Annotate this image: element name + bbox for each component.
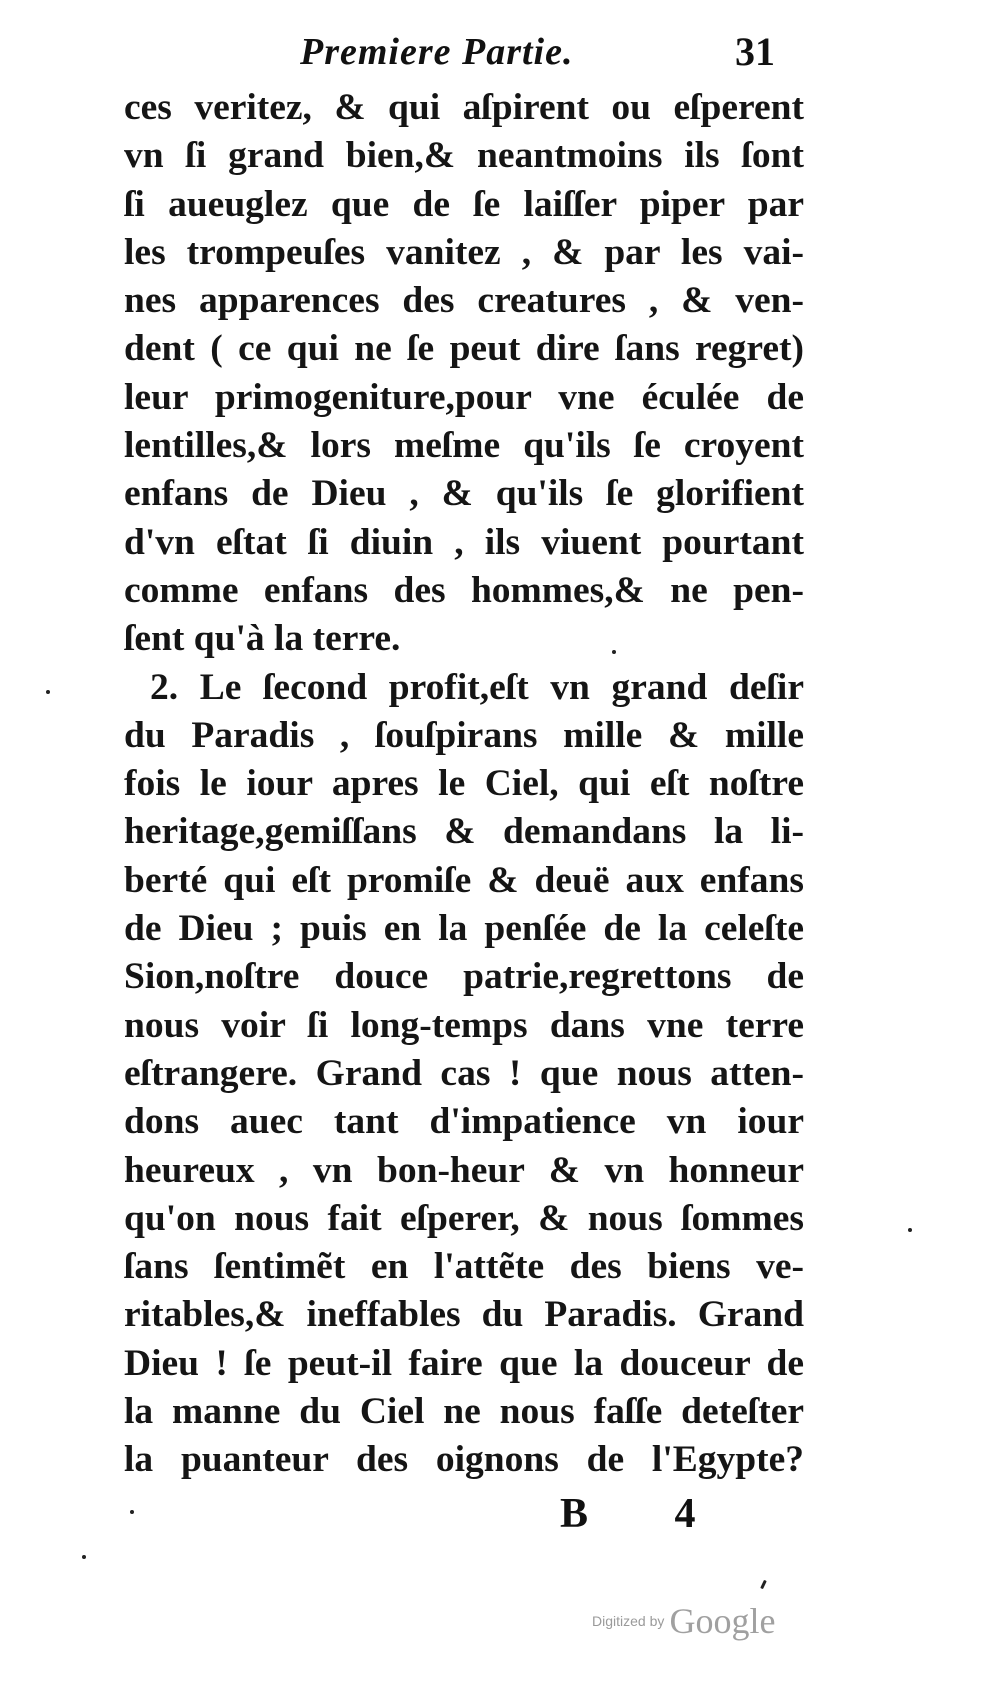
text-line: ritables,& ineffables du Paradis. Grand: [124, 1294, 804, 1336]
text-line: du Paradis , ſouſpirans mille & mille: [124, 714, 804, 756]
text-line: comme enfans des hommes,& ne pen-: [124, 569, 804, 611]
page-number: 31: [735, 29, 775, 74]
text-line: nes apparences des creatures , & ven-: [124, 280, 804, 322]
text-line: ſans ſentimẽt en l'attẽte des biens ve-: [124, 1246, 804, 1288]
text-line: la manne du Ciel ne nous faſſe deteſter: [124, 1391, 804, 1433]
text-line: lentilles,& lors meſme qu'ils ſe croyent: [124, 425, 804, 467]
text-line: d'vn eſtat ſi diuin , ils viuent pourtant: [124, 521, 804, 563]
text-line: Dieu ! ſe peut-il faire que la douceur de: [124, 1342, 804, 1384]
scan-speck: [612, 650, 616, 654]
paragraph-end-line: ſent qu'à la terre.: [124, 618, 401, 660]
text-line: Sion,noſtre douce patrie,regrettons de: [124, 956, 804, 998]
text-line: dent ( ce qui ne ſe peut dire ſans regret): [124, 328, 804, 370]
text-line: vn ſi grand bien,& neantmoins ils ſont: [124, 135, 804, 177]
text-line: dons auec tant d'impatience vn iour: [124, 1101, 804, 1143]
scan-speck: [46, 690, 50, 694]
text-line: heureux , vn bon-heur & vn honneur: [124, 1149, 804, 1191]
text-line: eſtrangere. Grand cas ! que nous atten-: [124, 1052, 804, 1094]
text-line: enfans de Dieu , & qu'ils ſe glorifient: [124, 473, 804, 515]
signature-mark: B 4: [560, 1491, 734, 1537]
text-line: la puanteur des oignons de l'Egypte?: [124, 1439, 804, 1481]
text-line: ſi aueuglez que de ſe laiſſer piper par: [124, 183, 804, 225]
text-line: leur primogeniture,pour vne éculée de: [124, 376, 804, 418]
text-line: nous voir ſi long-temps dans vne terre: [124, 1004, 804, 1046]
text-line: berté qui eſt promiſe & deuë aux enfans: [124, 859, 804, 901]
watermark-prefix: Digitized by: [592, 1613, 665, 1629]
digitized-watermark: [592, 1600, 775, 1642]
text-line: heritage,gemiſſans & demandans la li-: [124, 811, 804, 853]
text-line: qu'on nous fait eſperer, & nous ſommes: [124, 1197, 804, 1239]
scan-speck: [908, 1228, 912, 1232]
running-title: Premiere Partie.: [300, 31, 574, 73]
scan-speck: [130, 1510, 134, 1514]
scan-speck: [82, 1555, 86, 1559]
scan-speck: [760, 1580, 767, 1589]
text-line: 2. Le ſecond profit,eſt vn grand deſir: [150, 666, 804, 708]
text-line: ces veritez, & qui aſpirent ou eſperent: [124, 87, 804, 128]
text-line: les trompeuſes vanitez , & par les vai-: [124, 231, 804, 273]
text-line: fois le iour apres le Ciel, qui eſt noſtre: [124, 763, 804, 805]
body-text: [124, 84, 804, 1485]
text-line: de Dieu ; puis en la penſée de la celeſte: [124, 908, 804, 950]
google-logo: Google: [669, 1601, 776, 1641]
